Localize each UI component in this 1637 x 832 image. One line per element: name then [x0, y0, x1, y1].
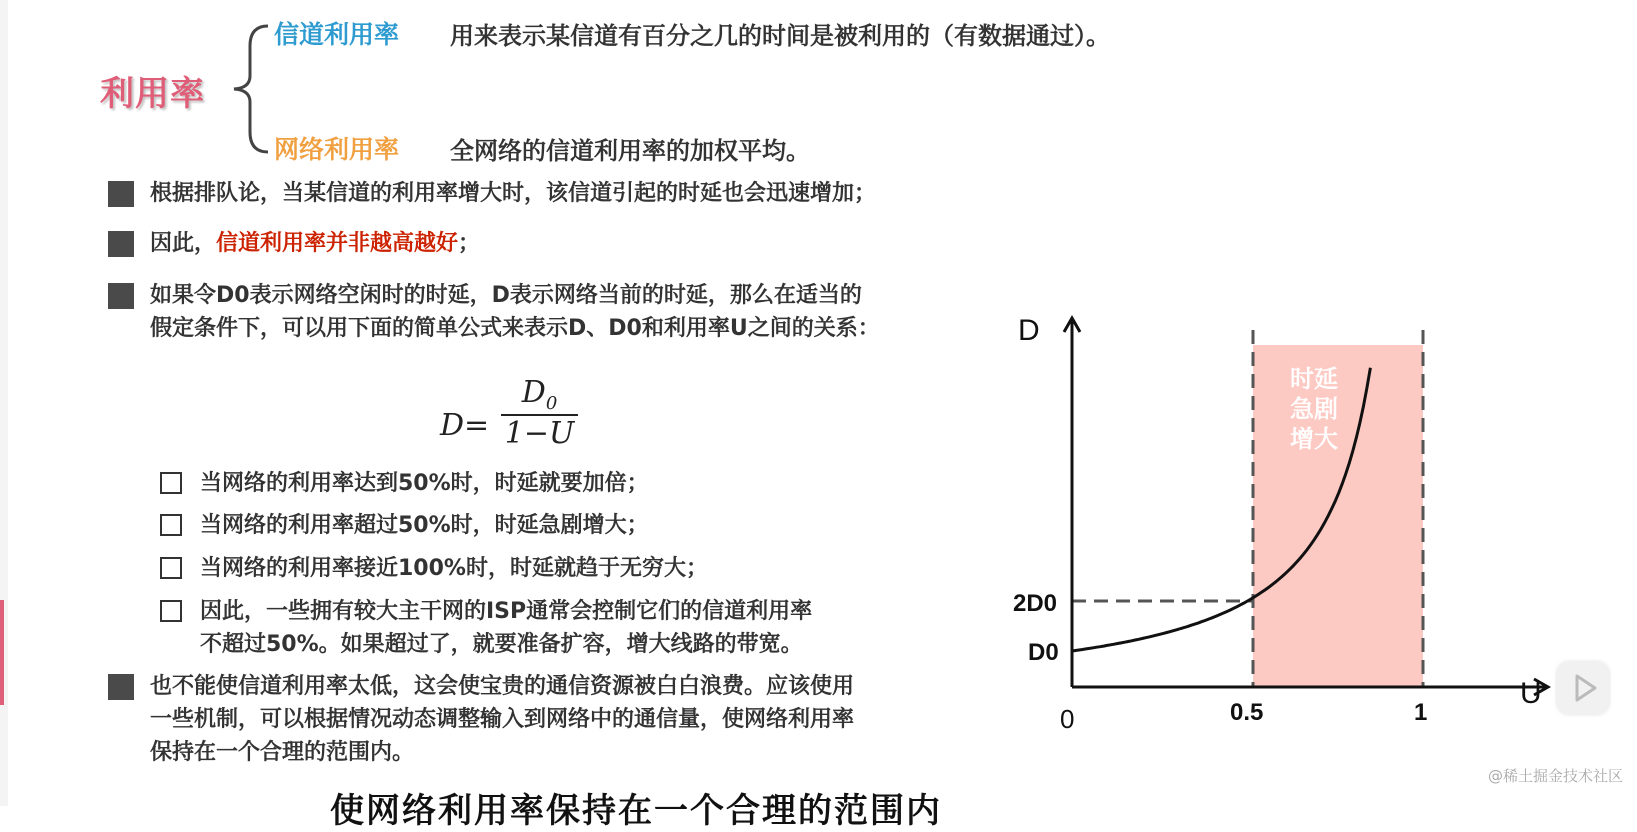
- paragraph-line: 也不能使信道利用率太低，这会使宝贵的通信资源被白白浪费。应该使用: [150, 674, 855, 699]
- paragraph-line: 因此，一些拥有较大主干网的ISP通常会控制它们的信道利用率: [200, 599, 813, 624]
- region-label-line: 急剧: [1290, 395, 1338, 423]
- watermark: @稀土掘金技术社区: [1487, 767, 1623, 785]
- paragraph-line: 不超过50%。如果超过了，就要准备扩容，增大线路的带宽。: [200, 632, 803, 657]
- formula-denominator: 1−U: [504, 416, 575, 451]
- check-item-50-double: 当网络的利用率达到50%时，时延就要加倍；: [200, 471, 649, 496]
- x-tick-label: 0: [1060, 704, 1075, 734]
- y-tick-label: D0: [1028, 639, 1059, 666]
- bullet-queueing-text: 根据排队论，当某信道的利用率增大时，该信道引起的时延也会迅速增加；: [150, 181, 877, 206]
- delay-utilization-chart: [1000, 300, 1580, 770]
- bullet-prefix: 因此，: [150, 231, 217, 256]
- formula-lhs: D=: [440, 408, 490, 443]
- x-tick-label: 0.5: [1230, 699, 1264, 726]
- checkbox: [160, 472, 182, 494]
- y-axis-label: D: [1018, 314, 1040, 347]
- paragraph-line: 假定条件下，可以用下面的简单公式来表示D、D0和利用率U之间的关系：: [150, 316, 880, 341]
- formula-numerator-text: D: [521, 375, 546, 410]
- region-label-line: 增大: [1290, 425, 1338, 453]
- delay-formula: [440, 375, 578, 451]
- checkbox: [160, 514, 182, 536]
- left-accent-bar: [0, 600, 4, 705]
- network-utilization-desc: 全网络的信道利用率的加权平均。: [450, 137, 810, 165]
- check-item-over-50: 当网络的利用率超过50%时，时延急剧增大；: [200, 513, 649, 538]
- play-icon: [1557, 662, 1609, 714]
- bullet-square: [108, 283, 134, 309]
- channel-utilization-desc: 用来表示某信道有百分之几的时间是被利用的（有数据通过）。: [450, 22, 1110, 50]
- bullet-square: [108, 231, 134, 257]
- bullet-square: [108, 674, 134, 700]
- y-tick-label: 2D0: [1013, 590, 1058, 617]
- bullet-suffix: ；: [458, 231, 481, 256]
- x-tick-label: 1: [1414, 699, 1428, 726]
- check-item-near-100: 当网络的利用率接近100%时，时延就趋于无穷大；: [200, 556, 708, 581]
- network-utilization-term: 网络利用率: [274, 135, 400, 164]
- subtitle-caption: 使网络利用率保持在一个合理的范围内: [330, 791, 942, 831]
- x-axis-label: U: [1520, 677, 1542, 710]
- checkbox: [160, 600, 182, 622]
- paragraph-line: 一些机制，可以根据情况动态调整输入到网络中的通信量，使网络利用率: [150, 707, 855, 732]
- checkbox: [160, 557, 182, 579]
- check-item-isp: [200, 595, 812, 661]
- shaded-region: [1253, 345, 1423, 687]
- bullet-formula-intro: [150, 279, 880, 345]
- formula-numerator: [501, 375, 579, 416]
- bullet-not-too-low: [150, 670, 854, 769]
- highlight-text: 信道利用率并非越高越好: [216, 231, 459, 256]
- curly-brace: [228, 22, 278, 157]
- bullet-square: [108, 181, 134, 207]
- play-button[interactable]: [1557, 662, 1609, 714]
- paragraph-line: 保持在一个合理的范围内。: [150, 740, 415, 765]
- bullet-not-higher-better: [150, 227, 480, 260]
- channel-utilization-term: 信道利用率: [274, 20, 400, 49]
- paragraph-line: 如果令D0表示网络空闲时的时延，D表示网络当前的时延，那么在适当的: [150, 283, 862, 308]
- formula-subscript: 0: [545, 393, 558, 414]
- utilization-title: 利用率: [100, 74, 205, 114]
- region-label-line: 时延: [1290, 365, 1338, 393]
